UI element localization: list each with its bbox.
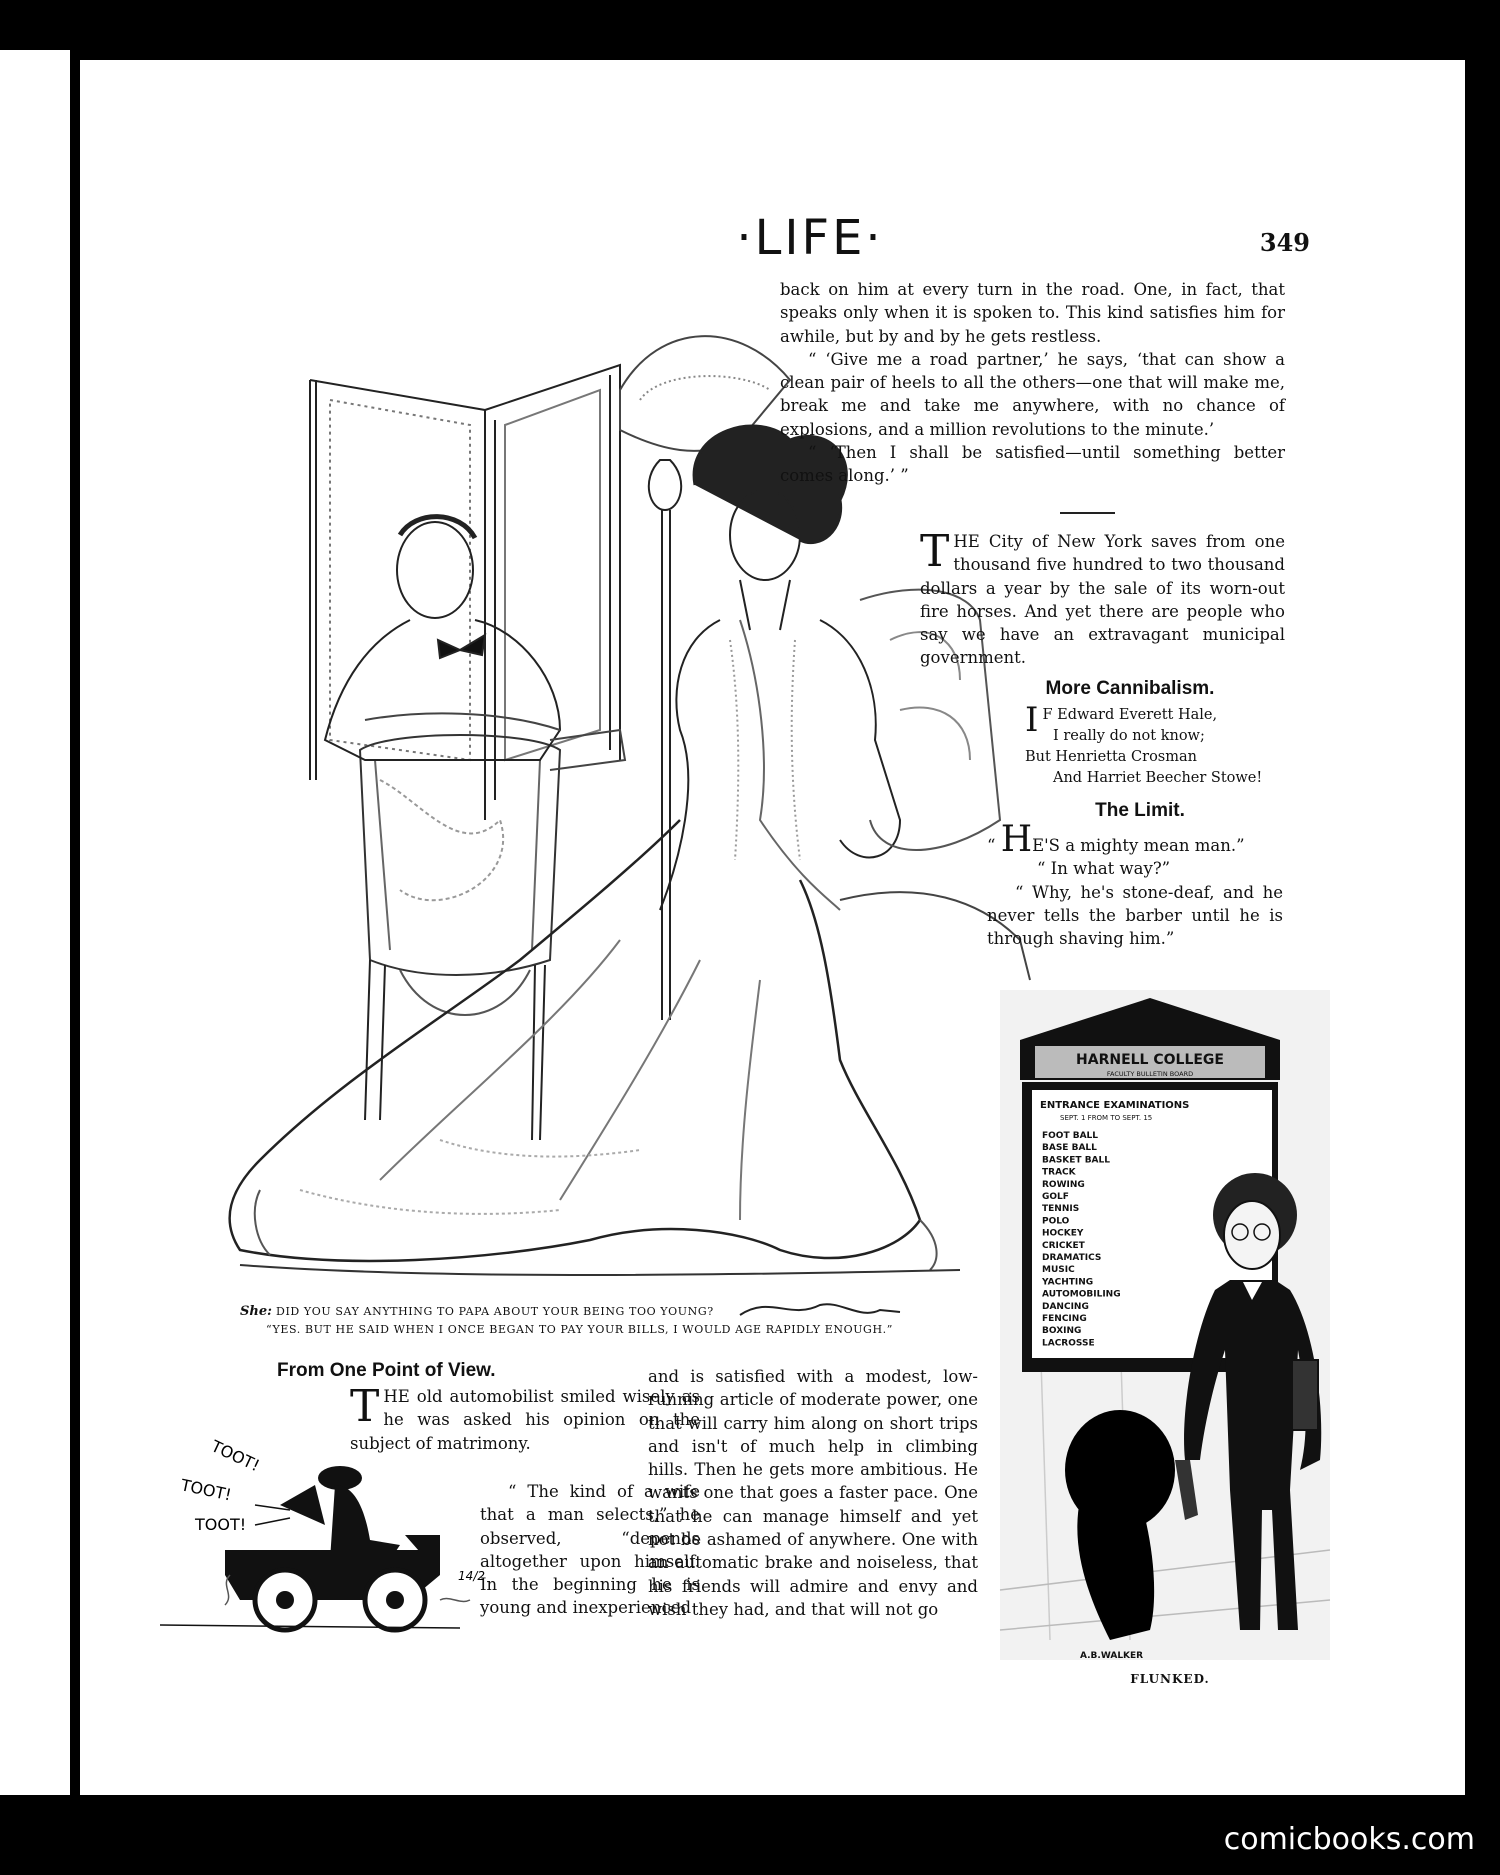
point-of-view-title: From One Point of View. <box>277 1360 496 1381</box>
board-subject: GOLF <box>1042 1192 1069 1202</box>
board-subject: TRACK <box>1042 1167 1076 1178</box>
board-subject: POLO <box>1042 1216 1070 1227</box>
board-subject: BASE BALL <box>1042 1143 1097 1154</box>
text-paragraph: “ ‘Give me a road partner,’ he says, ‘that can show a clean pair of heels to all the others—one that will make me, break me and take me anywhere, with no chance of explosions, and a million revolutions to the minute.’ <box>780 349 1285 439</box>
toot-text: TOOT! <box>195 1515 247 1534</box>
poem-line: I really do not know; <box>1053 728 1205 744</box>
board-subject: FOOT BALL <box>1042 1131 1099 1141</box>
board-subject: YACHTING <box>1042 1277 1094 1288</box>
artist-signature: A.B.WALKER <box>1080 1651 1144 1661</box>
limit-title: The Limit. <box>1095 800 1185 821</box>
board-subject: LACROSSE <box>1042 1338 1095 1349</box>
left-page-edge <box>0 50 70 1795</box>
city-item <box>920 526 1285 670</box>
limit-line: E'S a mighty mean man.” <box>1032 836 1245 855</box>
board-header: ENTRANCE EXAMINATIONS <box>1040 1100 1190 1111</box>
drop-cap: T <box>920 526 950 577</box>
pov-para2: “ The kind of a wife that a man selects,” he observed, “depends altogether upon himself. In the beginning he is young and inexperienced <box>480 1482 700 1618</box>
page-gutter <box>72 55 77 1795</box>
text-paragraph: “ ‘Then I shall be satisfied—until something better comes along.’ ” <box>780 443 1285 486</box>
pov-column-2 <box>648 1365 978 1621</box>
board-subject: BASKET BALL <box>1042 1155 1110 1166</box>
poem-line: But Henrietta Crosman <box>1025 749 1197 765</box>
toot-text: TOOT! <box>208 1436 263 1476</box>
flunked-cartoon <box>1000 990 1330 1680</box>
board-title: HARNELL COLLEGE <box>1076 1052 1224 1068</box>
pov-para1: HE old automobilist smiled wisely as he was asked his opinion on the subject of matrimony. <box>350 1387 700 1453</box>
watermark: comicbooks.com <box>1223 1822 1475 1857</box>
poem-line: F Edward Everett Hale, <box>1042 707 1218 723</box>
drop-cap: T <box>350 1381 380 1432</box>
magazine-page <box>80 60 1465 1795</box>
limit-item <box>987 819 1283 950</box>
board-subject: AUTOMOBILING <box>1042 1289 1121 1300</box>
board-subject: MUSIC <box>1042 1265 1075 1276</box>
board-dates: SEPT. 1 FROM TO SEPT. 15 <box>1060 1114 1153 1122</box>
illustration-caption <box>240 1303 1000 1339</box>
caption-speaker: She: <box>240 1304 272 1319</box>
city-text: HE City of New York saves from one thousand five hundred to two thousand dollars a year by the sale of its worn-out fire horses. And yet there are people who say we have an extravagant municipal government. <box>920 532 1285 668</box>
limit-line: “ In what way?” <box>1037 859 1171 879</box>
cannibalism-title: More Cannibalism. <box>1045 678 1215 699</box>
drop-cap: H <box>1000 819 1033 860</box>
board-subject: HOCKEY <box>1042 1228 1084 1239</box>
pov-col2: and is satisfied with a modest, low-running article of moderate power, one that will carry him along on short trips and isn't of much help in climbing hills. Then he gets more ambitious. He wants one that goes a faster pace. One that he can manage himself and yet not be ashamed of anywhere. One with an automatic brake and noiseless, that his friends will admire and envy and wish they had, and that will not go <box>648 1367 978 1619</box>
caption-line: “YES. BUT HE SAID WHEN I ONCE BEGAN TO PAY YOUR BILLS, I WOULD AGE RAPIDLY ENOUGH.” <box>266 1323 893 1336</box>
board-subject: FENCING <box>1042 1314 1087 1324</box>
board-subject: DRAMATICS <box>1042 1253 1102 1263</box>
board-subject: BOXING <box>1042 1326 1082 1337</box>
limit-line: “ Why, he's stone-deaf, and he never tells the barber until he is through shaving him.” <box>987 882 1283 949</box>
section-rule <box>1060 512 1115 514</box>
car-cartoon <box>140 1400 485 1630</box>
open-quote: “ <box>987 836 996 855</box>
board-subtitle: FACULTY BULLETIN BOARD <box>1106 1070 1194 1078</box>
cartoon-caption: FLUNKED. <box>1130 1672 1210 1686</box>
board-subject: TENNIS <box>1042 1204 1080 1215</box>
toot-text: TOOT! <box>179 1475 234 1505</box>
column-right-top <box>780 278 1285 488</box>
cannibalism-poem <box>1025 700 1315 789</box>
page-number: 349 <box>1259 228 1310 257</box>
masthead: ·LIFE· <box>736 210 884 266</box>
board-subject: ROWING <box>1042 1179 1085 1190</box>
text-paragraph: back on him at every turn in the road. One, in fact, that speaks only when it is spoken to. This kind satisfies him for awhile, but by and by he gets restless. <box>780 280 1285 346</box>
board-subject: CRICKET <box>1042 1240 1085 1251</box>
board-subject: DANCING <box>1042 1301 1089 1312</box>
poem-line: And Harriet Beecher Stowe! <box>1053 770 1263 786</box>
drop-cap: I <box>1025 700 1039 740</box>
car-signature: 14/2 <box>458 1569 485 1583</box>
caption-line: DID YOU SAY ANYTHING TO PAPA ABOUT YOUR BEING TOO YOUNG? <box>276 1305 714 1318</box>
